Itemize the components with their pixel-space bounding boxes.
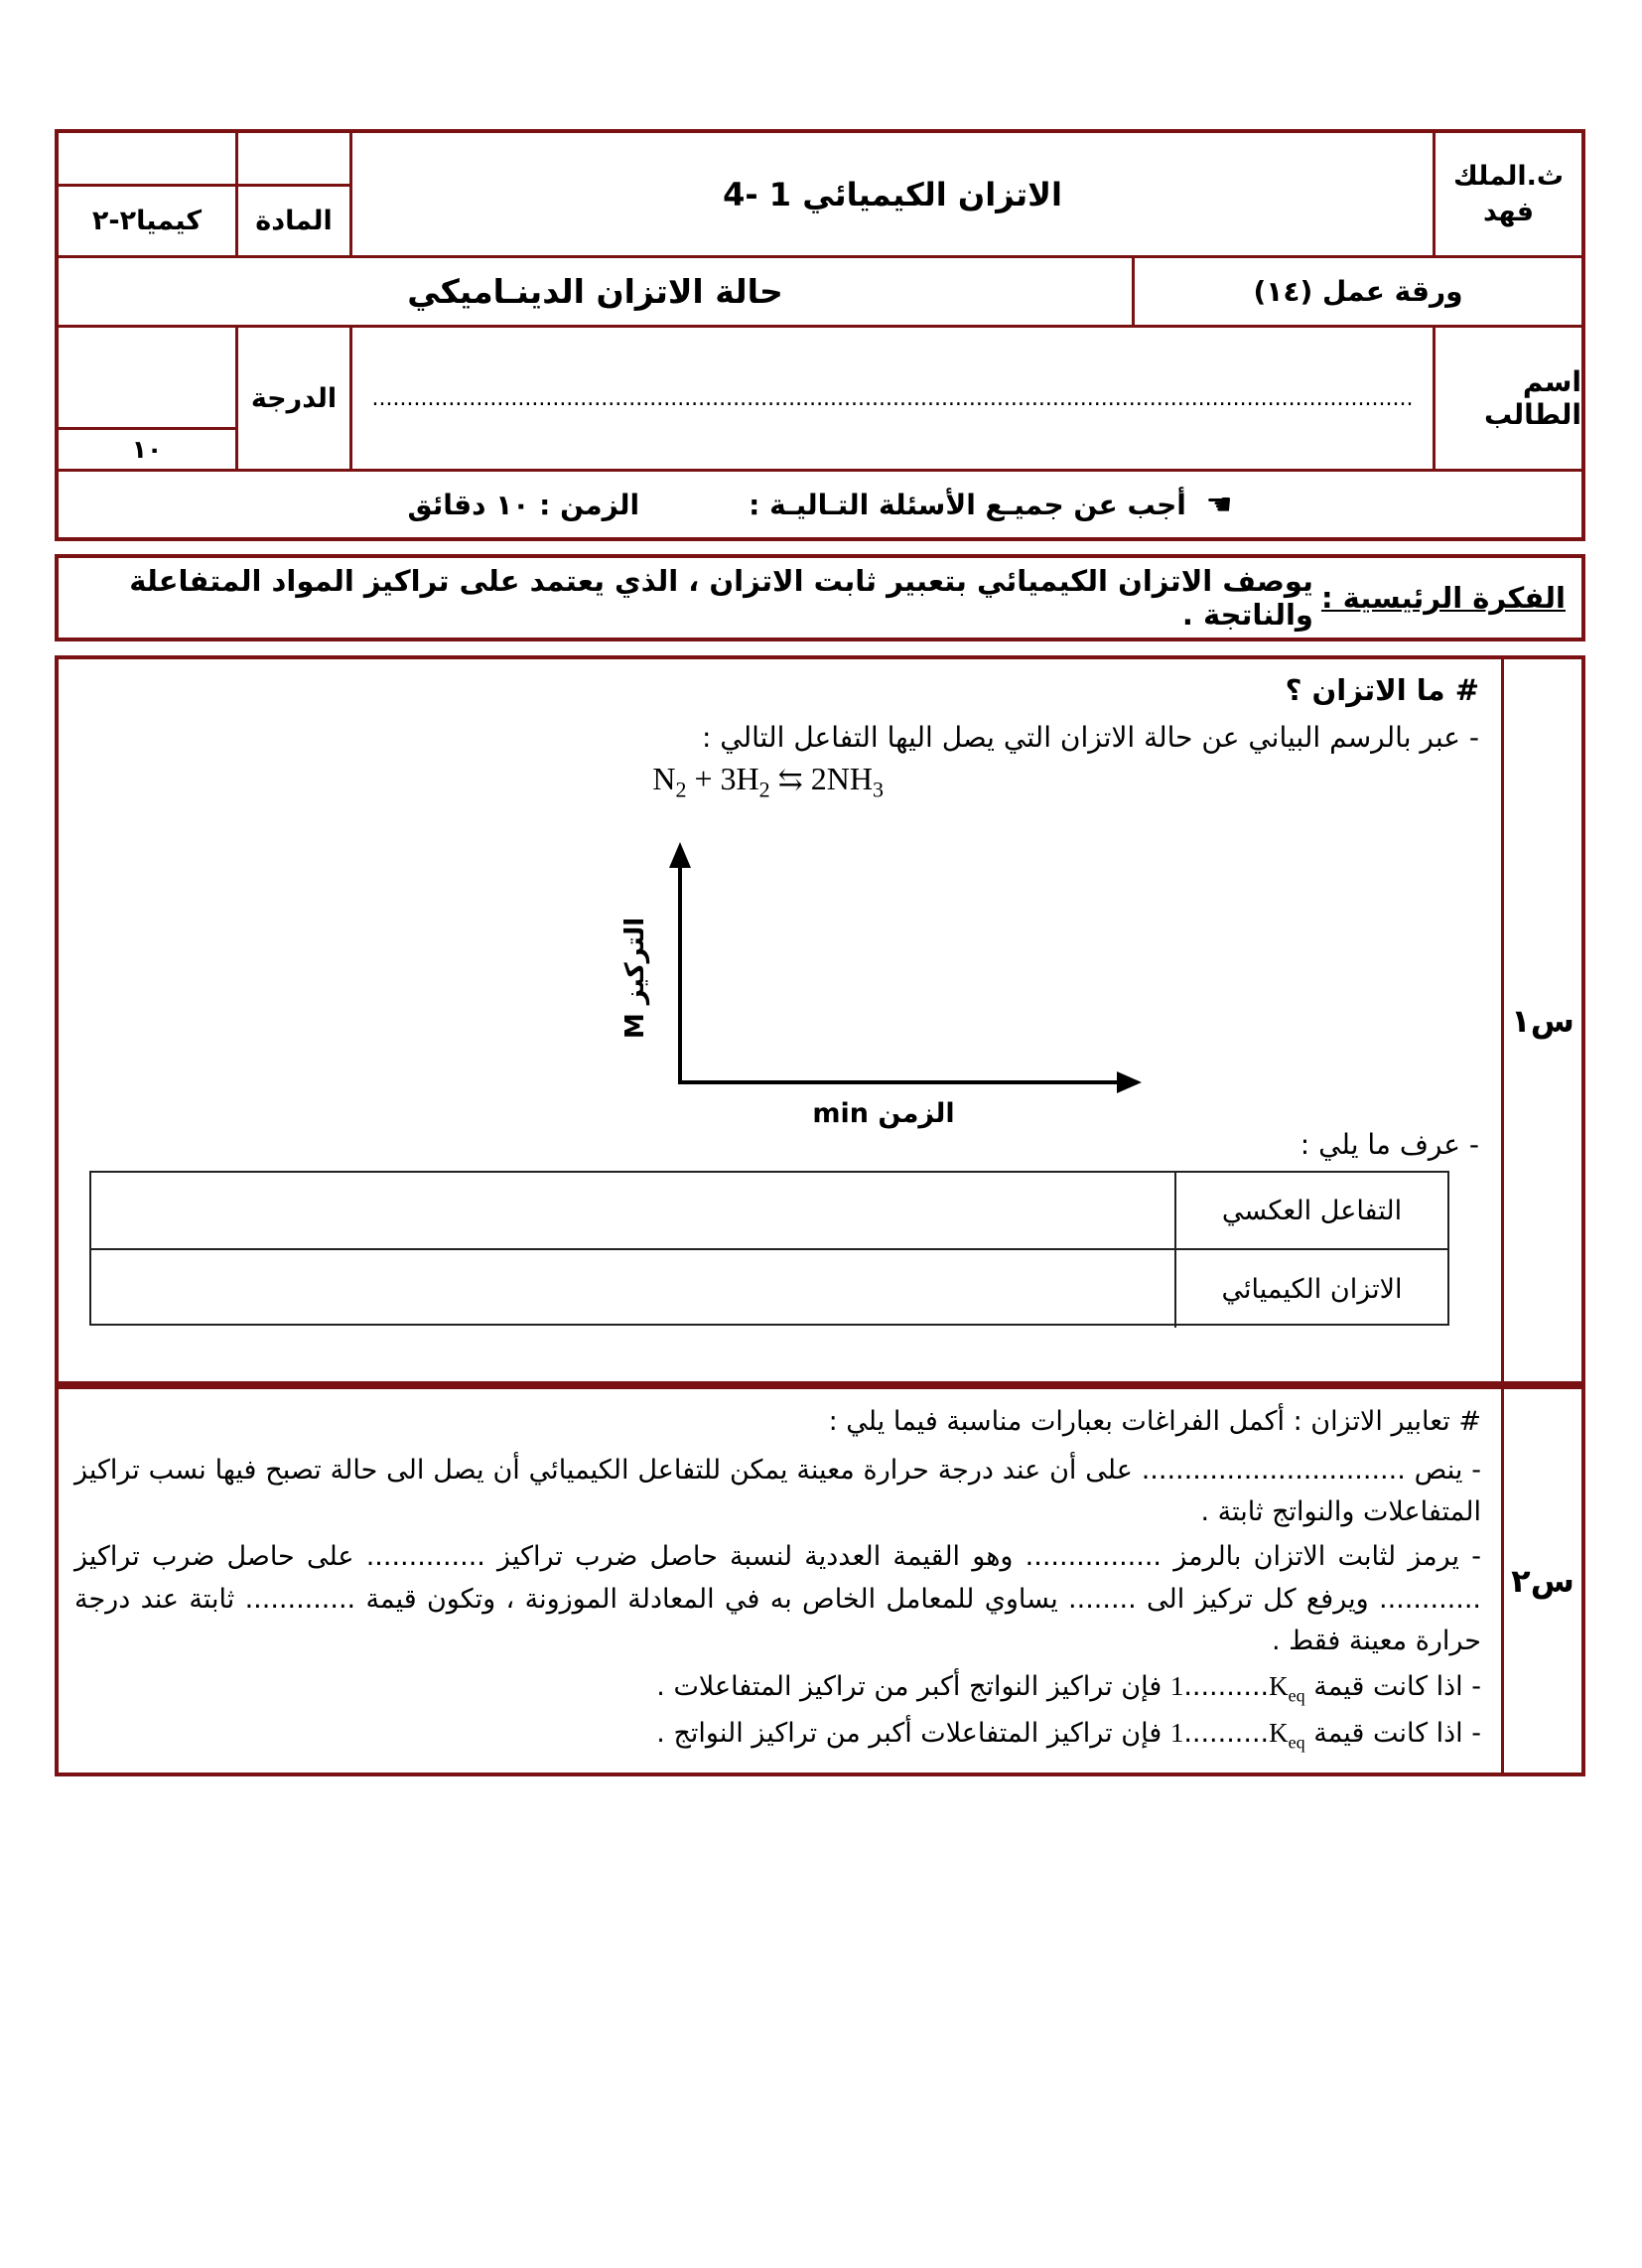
keq-statement-2 [74,1712,1481,1757]
keq-k: K [1269,1670,1289,1701]
keq-symbol [1269,1665,1305,1710]
instruction-group [749,488,1232,522]
pointing-hand-icon: ☚ [1205,487,1233,522]
grade-value: ١٠ [59,427,238,472]
question-1-box [55,655,1585,1385]
question-2-box [55,1385,1585,1776]
keq2-blank-dots: .......... [1183,1717,1270,1749]
x-axis-label: الزمن min [812,1098,955,1129]
worksheet-subtitle: حالة الاتزان الدينـاميكي [59,258,1132,328]
fill-blank-statement-1: - ينص ............................... على أن عند درجة حرارة معينة يمكن للتفاعل الكيميائي أن يصل الى حالة تصبح فيها نسب تراكيز المتفاعلات والنواتج ثابتة . [74,1454,1481,1528]
instruction-text: أجب عن جميـع الأسئلة التـاليـة : [749,488,1186,521]
graph-svg [586,834,1171,1132]
main-idea-text: يوصف الاتزان الكيميائي بتعبير ثابت الاتزان ، الذي يعتمد على تراكيز المواد المتفاعلة والناتجة . [129,564,1313,632]
empty-cell-grade-top [59,328,238,427]
keq2-number: 1 [1169,1717,1184,1748]
question-1-number: س١ [1501,659,1581,1381]
keq-symbol [1269,1712,1305,1757]
school-name-line1: ث.الملك [1452,161,1565,193]
question-2-heading: # تعابير الاتزان : أكمل الفراغات بعبارات مناسبة فيما يلي : [828,1406,1481,1437]
equation-product-sub: 3 [873,777,884,802]
keq1-prefix: - اذا كانت قيمة [1304,1670,1481,1702]
keq-k: K [1269,1717,1289,1748]
grade-label: الدرجة [238,328,352,472]
table-row [91,1250,1447,1328]
header-table [55,129,1585,541]
y-axis-arrow-icon [669,842,691,868]
definition-answer-blank [91,1173,1174,1248]
equation-n-sub: 2 [675,777,687,802]
keq1-blank-dots: .......... [1183,1670,1270,1702]
keq2-suffix: فإن تراكيز المتفاعلات أكبر من تراكيز النواتج . [656,1717,1170,1749]
empty-cell-subject-label-top [238,133,352,184]
equation-h-sub: 2 [758,777,770,802]
y-axis-label: التركيز M [620,917,650,1040]
student-name-label: اسم الطالب [1433,328,1581,472]
question-1-content [59,659,1501,1381]
keq1-number: 1 [1169,1670,1184,1701]
equation-mid: + 3H [686,761,759,796]
equation-n: N [652,761,676,796]
school-name-line2: فهد [1482,196,1535,227]
worksheet-number: ورقة عمل (١٤) [1132,258,1581,328]
definition-term-chemical-equilibrium: الاتزان الكيميائي [1174,1250,1447,1328]
define-prompt: - عرف ما يلي : [1300,1128,1479,1161]
subject-label: المادة [238,184,352,258]
instruction-row [59,472,1581,537]
school-name-cell [1433,133,1581,258]
question-1-prompt: - عبر بالرسم البياني عن حالة الاتزان التي يصل اليها التفاعل التالي : [701,721,1479,754]
blank-graph-axes [586,834,1171,1132]
student-name-blank: ...................................................................................................................................................... [352,328,1433,472]
fill-blank-statement-2: - يرمز لثابت الاتزان بالرمز ................ وهو القيمة العددية لنسبة حاصل ضرب تراكيز .............. على حاصل ضرب تراكيز ............ ويرفع كل تركيز الى ........ يساوي للمعامل الخاص به في المعادلة الموزونة ، وتكون قيمة ............. ثابتة عند درجة حرارة معينة فقط . [74,1540,1481,1657]
definition-term-reverse-reaction: التفاعل العكسي [1174,1173,1447,1248]
equilibrium-arrows-icon: ⇆ [777,764,803,796]
main-idea-box [55,554,1585,641]
keq1-suffix: فإن تراكيز النواتج أكبر من تراكيز المتفاعلات . [656,1670,1170,1702]
keq-sub: eq [1288,1732,1305,1753]
keq2-prefix: - اذا كانت قيمة [1304,1717,1481,1749]
question-2-number: س٢ [1501,1389,1581,1772]
main-idea-label: الفكرة الرئيسية : [1320,581,1566,615]
definitions-table [89,1171,1449,1326]
worksheet-title: الاتزان الكيميائي 1 -4 [352,133,1433,258]
empty-cell-subject-value-top [59,133,238,184]
definition-answer-blank [91,1250,1174,1328]
keq-statement-1 [74,1665,1481,1710]
question-2-content [59,1389,1501,1772]
x-axis-arrow-icon [1117,1071,1142,1093]
table-row [91,1173,1447,1250]
keq-sub: eq [1288,1685,1305,1706]
question-1-heading: # ما الاتزان ؟ [1285,673,1479,707]
equation-product: 2NH [810,761,873,796]
chemical-equation [652,761,884,802]
subject-value: كيميا٢-٢ [59,184,238,258]
time-allotted: الزمن : ١٠ دقائق [407,488,640,521]
